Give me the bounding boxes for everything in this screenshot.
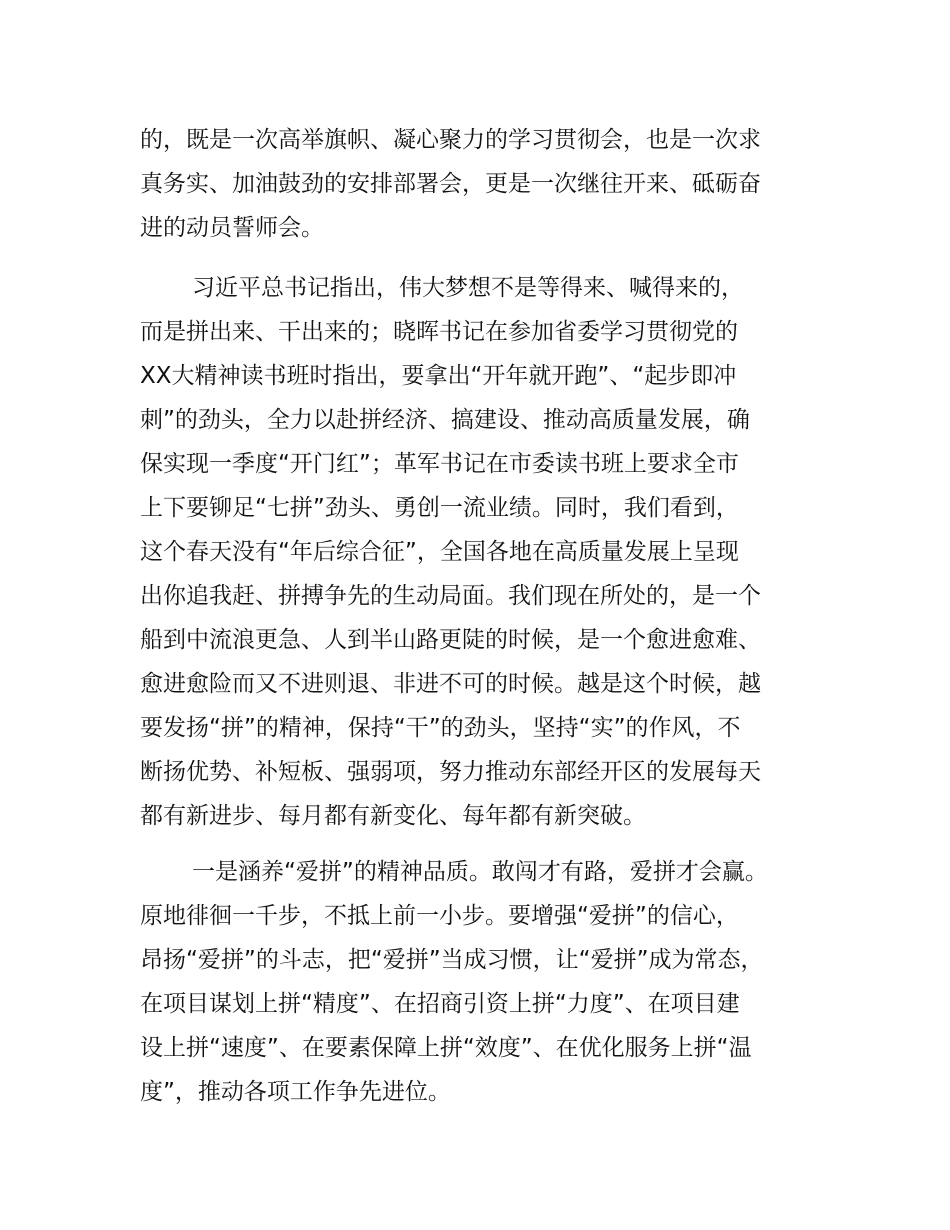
- text-line: 在项目谋划上拼“精度”、在招商引资上拼“力度”、在项目建: [140, 991, 740, 1017]
- text-line: 船到中流浪更急、人到半山路更陡的时候，是一个愈进愈难、: [140, 627, 761, 653]
- text-line: 进的动员誓师会。: [140, 215, 324, 241]
- text-line: 设上拼“速度”、在要素保障上拼“效度”、在优化服务上拼“温: [140, 1035, 752, 1061]
- text-line: 愈进愈险而又不进则退、非进不可的时候。越是这个时候，越: [140, 671, 761, 697]
- text-line: 都有新进步、每月都有新变化、每年都有新突破。: [140, 803, 646, 829]
- text-line: 要发扬“拼”的精神，保持“干”的劲头，坚持“实”的作风，不: [140, 715, 741, 741]
- text-line: 度”，推动各项工作争先进位。: [140, 1079, 451, 1105]
- text-line: 昂扬“爱拼”的斗志，把“爱拼”当成习惯，让“爱拼”成为常态，: [140, 947, 764, 973]
- text-line: 上下要铆足“七拼”劲头、勇创一流业绩。同时，我们看到，: [140, 495, 739, 521]
- text-line: 这个春天没有“年后综合征”，全国各地在高质量发展上呈现: [140, 539, 739, 565]
- text-line: 刺”的劲头，全力以赴拼经济、搞建设、推动高质量发展，确: [140, 407, 750, 433]
- text-line: 真务实、加油鼓劲的安排部署会，更是一次继往开来、砥砺奋: [140, 171, 761, 197]
- text-line: 而是拼出来、干出来的；晓晖书记在参加省委学习贯彻党的: [140, 319, 738, 345]
- text-line: 出你追我赶、拼搏争先的生动局面。我们现在所处的，是一个: [140, 583, 761, 609]
- text-line: XX大精神读书班时指出，要拿出“开年就开跑”、“起步即冲: [140, 363, 737, 389]
- text-line: 一是涵养“爱拼”的精神品质。敢闯才有路，爱拼才会赢。: [192, 859, 768, 885]
- text-line: 习近平总书记指出，伟大梦想不是等得来、喊得来的，: [192, 275, 744, 301]
- text-line: 断扬优势、补短板、强弱项，努力推动东部经开区的发展每天: [140, 759, 761, 785]
- text-line: 原地徘徊一千步，不抵上前一小步。要增强“爱拼”的信心，: [140, 903, 739, 929]
- text-line: 的，既是一次高举旗帜、凝心聚力的学习贯彻会，也是一次求: [140, 127, 761, 153]
- text-line: 保实现一季度“开门红”；革军书记在市委读书班上要求全市: [140, 451, 739, 477]
